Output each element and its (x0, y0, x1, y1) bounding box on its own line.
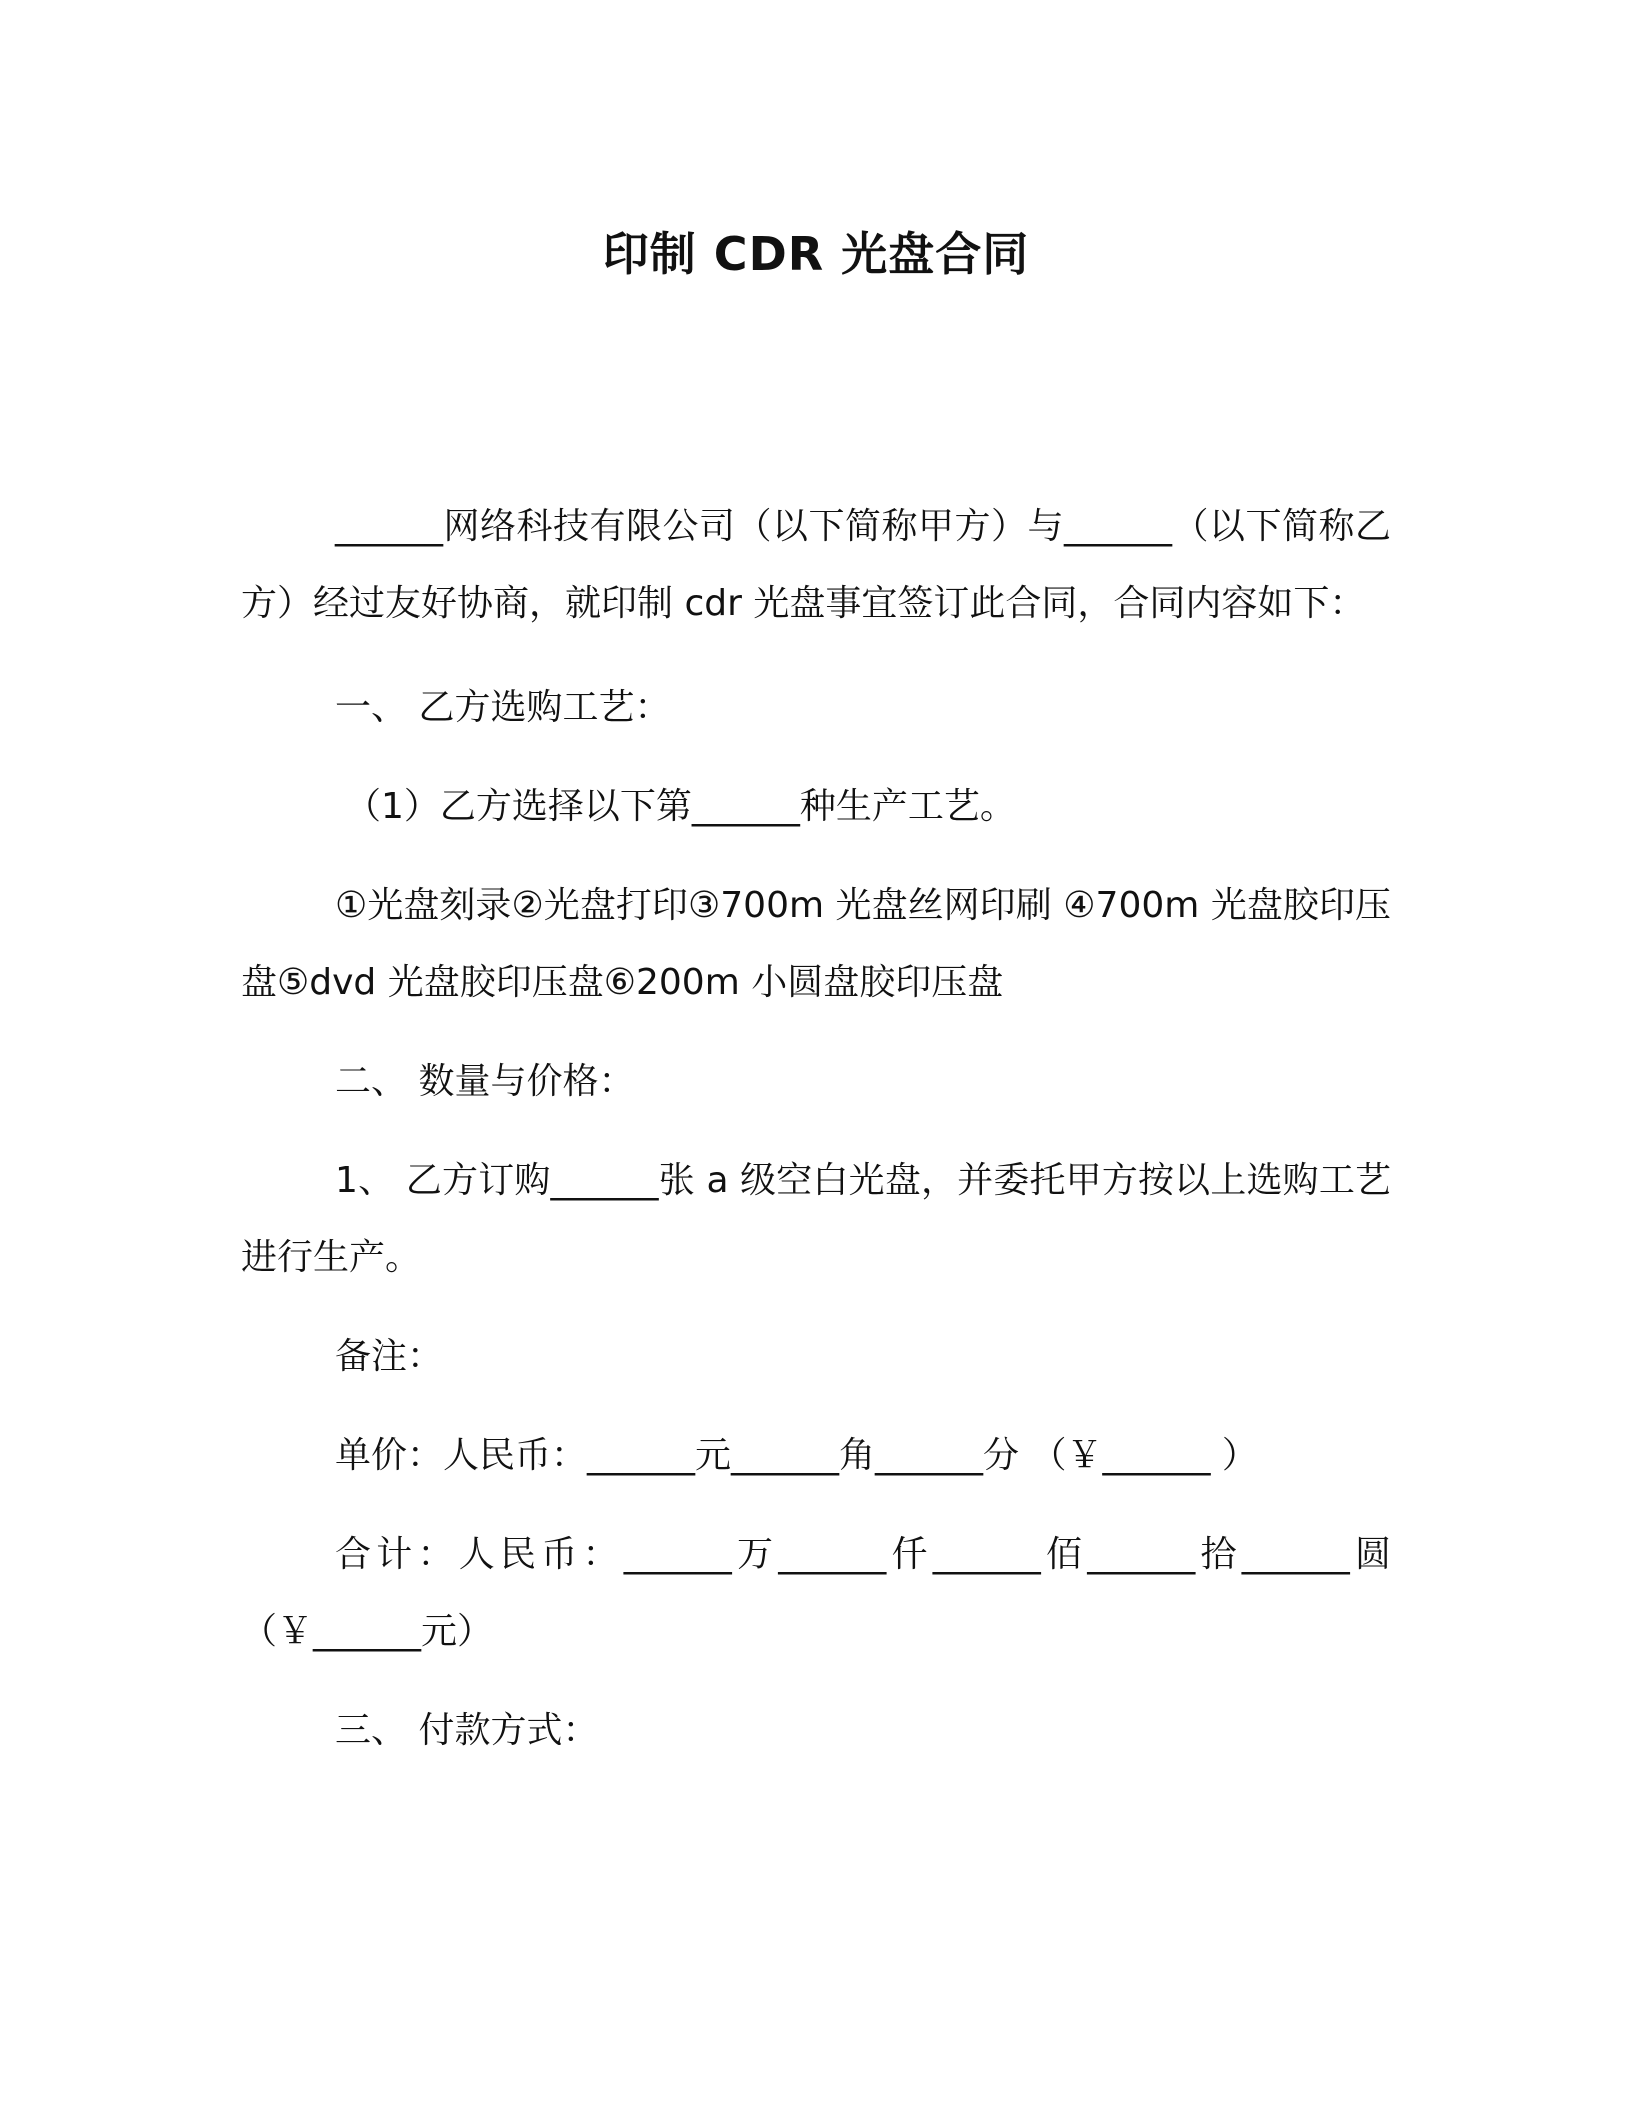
section-2-item-1: 1、 乙方订购______张 a 级空白光盘，并委托甲方按以上选购工艺进行生产。 (241, 1160, 1391, 1278)
section-1-heading: 一、 乙方选购工艺： (335, 687, 671, 728)
section-3-heading: 三、 付款方式： (335, 1710, 599, 1751)
document-title: 印制 CDR 光盘合同 (602, 227, 1030, 281)
section-1-options: ①光盘刻录②光盘打印③700m 光盘丝网印刷 ④700m 光盘胶印压盘⑤dvd 光盘胶印压盘⑥200m 小圆盘胶印压盘 (241, 885, 1391, 1003)
note-label: 备注： (335, 1336, 444, 1377)
section-2-heading: 二、 数量与价格： (335, 1061, 635, 1102)
section-1-item-1: （1）乙方选择以下第______种生产工艺。 (345, 786, 1016, 827)
unit-price-line: 单价：人民币：______元______角______分 （￥______ ） (335, 1435, 1258, 1476)
total-price-line: 合计：人民币：______万______仟______佰______拾______圆 （￥______元） (241, 1534, 1391, 1652)
intro-paragraph: ______网络科技有限公司（以下简称甲方）与______（以下简称乙方）经过友好协商，就印制 cdr 光盘事宜签订此合同，合同内容如下： (241, 506, 1391, 624)
document-body (241, 488, 1391, 1769)
